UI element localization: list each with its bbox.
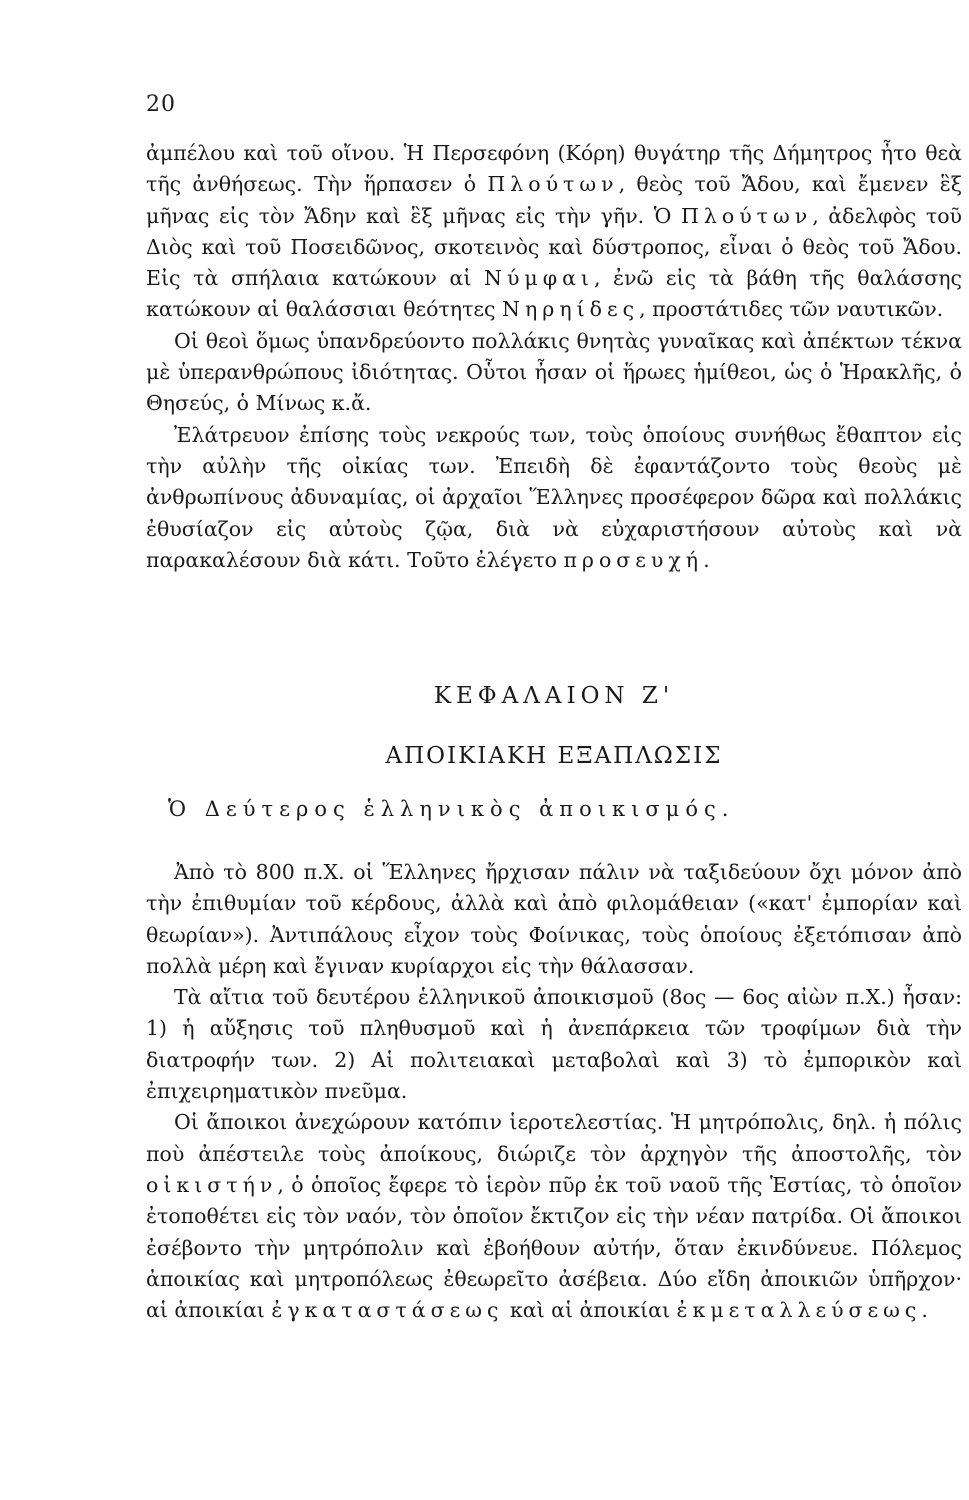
text-run: . <box>703 547 710 572</box>
paragraph <box>146 857 962 982</box>
text-run: , θεὸς τοῦ Ἄδου, καὶ ἔμενεν ἓξ μῆνας εἰς τὸν Ἄδην καὶ ἓξ μῆνας εἰς τὴν γῆν. Ὁ <box>146 172 962 228</box>
bottom-text-block <box>146 857 962 1326</box>
section-title: Ὁ Δεύτερος ἑλληνικὸς ἀποικισμός. <box>168 797 735 821</box>
spaced-emphasis: ἐγκαταστάσεως <box>271 1298 504 1323</box>
chapter-title: ΑΠΟΙΚΙΑΚΗ ΕΞΑΠΛΩΣΙΣ <box>385 743 723 769</box>
text-run: Τὰ αἴτια τοῦ δευτέρου ἑλληνικοῦ ἀποικισμοῦ (8ος — 6ος αἰὼν π.Χ.) ἦσαν: 1) ἡ αὔξησις τοῦ πληθυσμοῦ καὶ ἡ ἀνεπάρκεια τῶν τροφίμων διὰ τὴν διατροφήν των. 2) Αἱ πολιτειακαὶ μεταβολαὶ καὶ 3) τὸ ἐμπορικὸν καὶ ἐπιχειρηματικὸν πνεῦμα. <box>146 985 962 1104</box>
text-run: , ὁ ὁποῖος ἔφερε τὸ ἱερὸν πῦρ ἐκ τοῦ ναοῦ τῆς Ἑστίας, τὸ ὁποῖον ἐτοποθέτει εἰς τὸν ναόν, τὸν ὁποῖον ἔκτιζον εἰς τὴν νέαν πατρίδα. Οἱ ἄποικοι ἐσέβοντο τὴν μητρόπολιν καὶ ἐβοήθουν αὐτήν, ὅταν ἐκινδύνευε. Πόλεμος ἀποικίας καὶ μητροπόλεως ἐθεωρεῖτο ἀσέβεια. Δύο εἴδη ἀποικιῶν ὑπῆρχον· αἱ ἀποικίαι <box>146 1172 962 1323</box>
text-run: Ἐλάτρευον ἐπίσης τοὺς νεκρούς των, τοὺς ὁποίους συνήθως ἔθαπτον εἰς τὴν αὐλὴν τῆς οἰκίας των. Ἐπειδὴ δὲ ἐφαντάζοντο τοὺς θεοὺς μὲ ἀνθρωπίνους ἀδυναμίας, οἱ ἀρχαῖοι Ἕλληνες προσέφερον δῶρα καὶ πολλάκις ἐθυσίαζον εἰς αὐτοὺς ζῷα, διὰ νὰ εὐχαριστήσουν αὐτοὺς καὶ νὰ παρακαλέσουν διὰ κάτι. Τοῦτο ἐλέγετο <box>146 422 962 572</box>
text-run: ἀμπέλου καὶ τοῦ οἴνου. Ἡ Περσεφόνη (Κόρη) θυγάτηρ τῆς Δήμητρος ἦτο θεὰ τῆς ἀνθήσεως. Τὴν ἥρπασεν ὁ <box>146 141 962 197</box>
paragraph <box>146 982 962 1107</box>
spaced-emphasis: ἐκμεταλλεύσεως <box>676 1298 922 1323</box>
spaced-emphasis: προσευχή <box>563 547 704 572</box>
page-number: 20 <box>146 92 176 117</box>
spaced-emphasis: οἰκιστήν <box>146 1172 278 1197</box>
paragraph <box>146 138 962 326</box>
text-run: , ἐνῶ εἰς τὰ βάθη τῆς θαλάσσης κατώκουν αἱ θαλάσσιαι θεότητες <box>146 266 962 322</box>
spaced-emphasis: Νύμφαι <box>484 266 594 291</box>
text-run: Οἱ θεοὶ ὅμως ὑπανδρεύοντο πολλάκις θνητὰς γυναῖκας καὶ ἀπέκτων τέκνα μὲ ὑπερανθρώπους ἰδιότητας. Οὗτοι ἦσαν οἱ ἥρωες ἡμίθεοι, ὡς ὁ Ἡρακλῆς, ὁ Θησεύς, ὁ Μίνως κ.ἄ. <box>146 328 962 416</box>
text-run: Ἀπὸ τὸ 800 π.Χ. οἱ Ἕλληνες ἤρχισαν πάλιν νὰ ταξιδεύουν ὄχι μόνον ἀπὸ τὴν ἐπιθυμίαν τοῦ κέρδους, ἀλλὰ καὶ ἀπὸ φιλομάθειαν («κατ' ἐμπορίαν καὶ θεωρίαν»). Ἀντιπάλους εἶχον τοὺς Φοίνικας, τοὺς ὁποίους ἐξετόπισαν ἀπὸ πολλὰ μέρη καὶ ἔγιναν κυρίαρχοι εἰς τὴν θάλασσαν. <box>146 860 962 978</box>
top-text-block <box>146 138 962 576</box>
spaced-emphasis: Πλούτων <box>487 172 619 197</box>
text-run: Οἱ ἄποικοι ἀνεχώρουν κατόπιν ἱεροτελεστίας. Ἡ μητρόπολις, δηλ. ἡ πόλις ποὺ ἀπέστειλε τοὺς ἀποίκους, διώριζε τὸν ἀρχηγὸν τῆς ἀποστολῆς, τὸν <box>146 1110 962 1166</box>
text-run: . <box>921 1298 928 1323</box>
paragraph <box>146 420 962 576</box>
text-run: καὶ αἱ ἀποικίαι <box>503 1298 677 1323</box>
paragraph <box>146 326 962 420</box>
text-run: , ἀδελφὸς τοῦ Διὸς καὶ τοῦ Ποσειδῶνος, σκοτεινὸς καὶ δύστροπος, εἶναι ὁ θεὸς τοῦ Ἄδου. Εἰς τὰ σπήλαια κατώκουν αἱ <box>146 203 962 291</box>
spaced-emphasis: Νηρηίδες <box>502 297 640 322</box>
text-run: , προστάτιδες τῶν ναυτικῶν. <box>639 297 944 322</box>
chapter-heading: ΚΕΦΑΛΑΙΟΝ Ζ' <box>433 683 675 709</box>
paragraph <box>146 1107 962 1326</box>
spaced-emphasis: Πλούτων <box>680 203 813 228</box>
